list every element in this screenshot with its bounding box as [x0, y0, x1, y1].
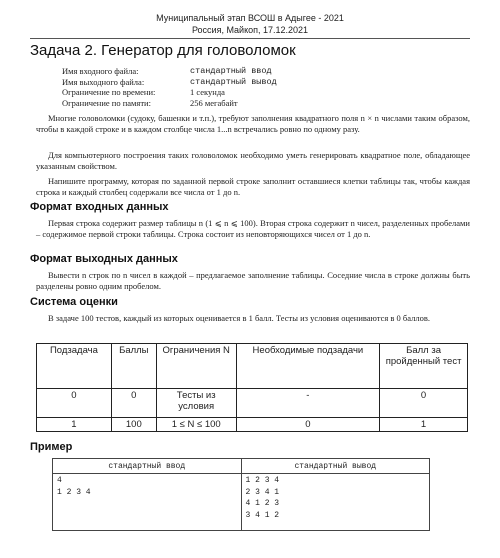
table-cell: 0	[111, 389, 156, 418]
table-cell: 0	[380, 389, 468, 418]
meta-value: 256 мегабайт	[190, 97, 238, 108]
table-cell: -	[236, 389, 380, 418]
example-input: 4 1 2 3 4	[53, 474, 242, 531]
scoring-table	[36, 343, 468, 432]
table-cell: 1 ≤ N ≤ 100	[156, 418, 236, 432]
meta-value: стандартный вывод	[190, 76, 277, 87]
header-line-2: Россия, Майкоп, 17.12.2021	[191, 25, 309, 35]
table-row	[37, 418, 468, 432]
scoring-heading: Система оценки	[30, 296, 118, 308]
table-row	[37, 389, 468, 418]
table-cell: Тесты из условия	[156, 389, 236, 418]
column-header: Баллы	[111, 344, 156, 389]
column-header: Подзадача	[37, 344, 112, 389]
input-format-text	[36, 218, 470, 239]
statement-paragraph-2	[36, 150, 470, 171]
meta-key: Ограничение по памяти:	[62, 97, 151, 108]
example-output: 1 2 3 4 2 3 4 1 4 1 2 3 3 4 1 2	[241, 474, 430, 531]
table-cell: 100	[111, 418, 156, 432]
statement-paragraph-3	[36, 176, 470, 197]
example-heading: Пример	[30, 441, 73, 453]
header-line-1: Муниципальный этап ВСОШ в Адыгее - 2021	[156, 13, 344, 23]
meta-row	[62, 98, 277, 109]
input-format-body: Первая строка содержит размер таблицы n (1 ⩽ n ⩽ 100). Вторая строка содержит n чисел, разделенных пробелами – содержимое первой строки таблицы. Строка состоит из неповторяющихся чисел от 1 до n.	[36, 218, 470, 239]
output-format-text	[36, 270, 470, 291]
scoring-table-header	[37, 344, 468, 389]
table-cell: 1	[37, 418, 112, 432]
meta-value: стандартный ввод	[190, 66, 272, 76]
scoring-body: В задаче 100 тестов, каждый из которых оценивается в 1 балл. Тесты из условия оцениваются в 0 баллов.	[48, 313, 430, 323]
output-format-body: Вывести n строк по n чисел в каждой – предлагаемое заполнение таблицы. Соседние числа в строке должны быть разделены ровно одним пробелом.	[36, 270, 470, 291]
meta-value: 1 секунда	[190, 87, 225, 97]
example-input-header: стандартный ввод	[53, 459, 242, 474]
meta-key: Ограничение по времени:	[62, 87, 156, 97]
table-cell: 1	[380, 418, 468, 432]
statement-text: Напишите программу, которая по заданной первой строке заполнит оставшиеся клетки таблицы так, чтобы каждая строка и каждый столбец содержали все числа от 1 до n.	[36, 176, 470, 197]
column-header: Необходимые подзадачи	[236, 344, 380, 389]
meta-key: Имя выходного файла:	[62, 76, 145, 87]
statement-text: Многие головоломки (судоку, башенки и т.п.), требуют заполнения квадратного поля n × n числами таким образом, чтобы в каждой строке и в каждом столбце числа 1...n встречались ровно по одному разу.	[36, 113, 470, 134]
scoring-text	[36, 313, 470, 324]
column-header: Балл за пройденный тест	[380, 344, 468, 389]
table-cell: 0	[236, 418, 380, 432]
problem-meta	[62, 66, 277, 108]
table-cell: 0	[37, 389, 112, 418]
statement-paragraph-1	[36, 113, 470, 134]
example-row	[53, 474, 430, 531]
example-table-header	[53, 459, 430, 474]
header-divider	[30, 38, 470, 39]
meta-key: Имя входного файла:	[62, 66, 139, 76]
column-header: Ограничения N	[156, 344, 236, 389]
problem-title: Задача 2. Генератор для головоломок	[30, 42, 296, 59]
page-header	[0, 12, 500, 36]
meta-row	[62, 77, 277, 88]
statement-text: Для компьютерного построения таких головоломок необходимо уметь генерировать квадратное поле, обладающее указанным свойством.	[36, 150, 470, 171]
output-format-heading: Формат выходных данных	[30, 253, 178, 265]
meta-row	[62, 87, 277, 98]
example-table	[52, 458, 430, 531]
input-format-heading: Формат входных данных	[30, 201, 169, 213]
example-output-header: стандартный вывод	[241, 459, 430, 474]
meta-row	[62, 66, 277, 77]
